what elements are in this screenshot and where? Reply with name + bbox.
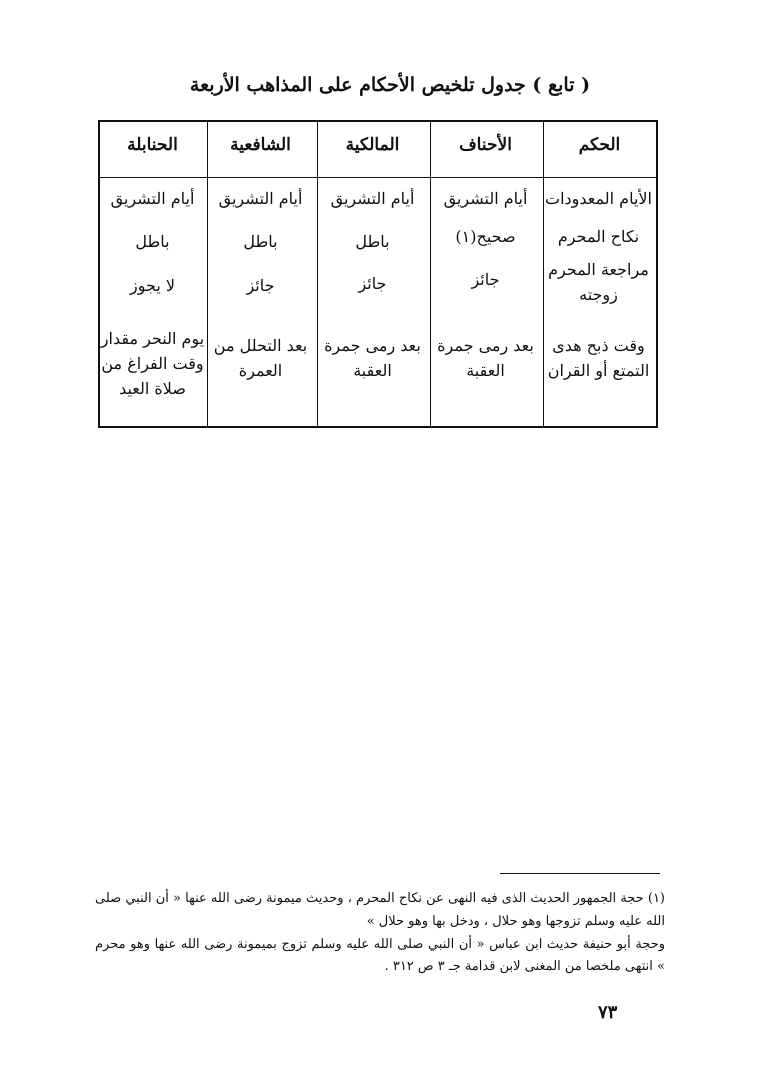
header-maliki: المالكية [345,135,400,155]
header-ahnaf: الأحناف [459,135,512,155]
row-cell-shafii: جائز [246,276,275,295]
row-topic: نكاح المحرم [557,227,640,246]
footnote-line: وحجة أبو حنيفة حديث ابن عباس « أن النبي صلى الله عليه وسلم تزوج بميمونة رضى الله عنها وهو محرم » انتهى ملخصا من المغنى لابن قدامة جـ ٣ ص ٣١٢ . [95,936,665,975]
row-cell-maliki: جائز [358,274,387,293]
rulings-table [98,120,658,428]
row-cell-shafii: بعد التحلل من العمرة [213,336,308,380]
row-cell-maliki: أيام التشريق [330,189,415,208]
footnote [95,888,665,979]
row-cell-ahnaf: صحيح(١) [455,227,516,246]
row-cell-hanbali: أيام التشريق [110,189,195,208]
row-topic: الأيام المعدودات [545,189,652,208]
row-topic: مراجعة المحرم زوجته [548,260,649,304]
row-cell-maliki: بعد رمى جمرة العقبة [324,336,421,380]
row-cell-ahnaf: جائز [471,270,500,289]
row-cell-ahnaf: أيام التشريق [443,189,528,208]
row-cell-shafii: باطل [243,232,278,251]
row-cell-ahnaf: بعد رمى جمرة العقبة [437,336,534,380]
header-hanbali: الحنابلة [127,135,178,155]
header-shafii: الشافعية [230,135,291,155]
page-title: ( تابع ) جدول تلخيص الأحكام على المذاهب الأربعة [189,74,591,96]
row-cell-shafii: أيام التشريق [218,189,303,208]
header-hukm: الحكم [578,135,621,155]
row-cell-maliki: باطل [355,232,390,251]
row-topic: وقت ذبح هدى التمتع أو القران [547,336,650,380]
footnote-line: (١) حجة الجمهور الحديث الذى فيه النهى عن نكاح المحرم ، وحديث ميمونة رضى الله عنها « أن النبي صلى الله عليه وسلم تزوجها وهو حلال ، ودخل بها وهو حلال » [95,891,665,929]
footnote-divider [500,873,660,874]
row-cell-hanbali: لا يجوز [130,276,175,295]
row-cell-hanbali: باطل [135,232,170,251]
page-number: ٧٣ [598,1002,618,1023]
row-cell-hanbali: يوم النحر مقدار وقت الفراغ من صلاة العيد [100,329,205,398]
